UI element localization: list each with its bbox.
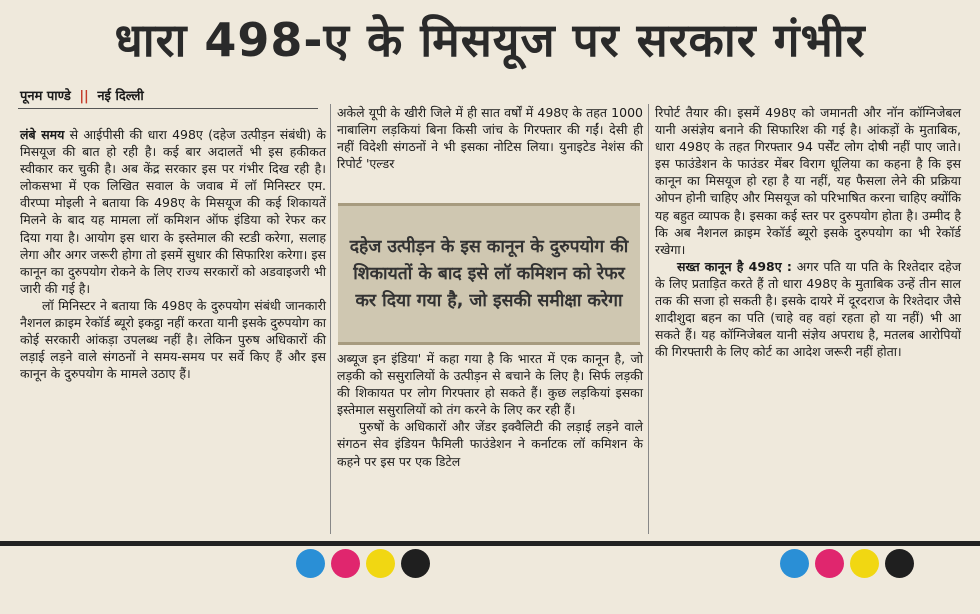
byline-author: पूनम पाण्डे — [20, 89, 71, 104]
column-divider-2 — [648, 104, 649, 534]
column-2-top — [337, 104, 643, 172]
column-3-paragraph-2 — [655, 258, 961, 361]
pull-quote: दहेज उत्पीड़न के इस कानून के दुरुपयोग की शिकायतों के बाद इसे लॉ कमिशन को रेफर कर दिया गया है, जो इसकी समीक्षा करेगा — [338, 203, 640, 345]
bottom-rule — [0, 541, 980, 546]
registration-dot-black — [401, 549, 430, 578]
registration-dot-cyan — [780, 549, 809, 578]
registration-dot-cyan — [296, 549, 325, 578]
registration-dot-black — [885, 549, 914, 578]
byline-rule — [18, 108, 318, 109]
column-1-paragraph-2: लॉ मिनिस्टर ने बताया कि 498ए के दुरुपयोग संबंधी जानकारी नैशनल क्राइम रेकॉर्ड ब्यूरो इकट्ठा नहीं करता यानी इसके दुरुपयोग का कोई सरकारी आंकड़ा उपलब्ध नहीं है। लेकिन पुरुष अधिकारों की लड़ाई लड़ने वाले संगठनों ने समय-समय पर सर्वे किए हैं और इस कानून के दुरुपयोग के मामले उठाए हैं। — [20, 297, 326, 382]
registration-dot-yellow — [850, 549, 879, 578]
headline: धारा 498-ए के मिसयूज पर सरकार गंभीर — [114, 13, 866, 67]
column-2-bottom — [337, 350, 643, 470]
column-2-paragraph-3: पुरुषों के अधिकारों और जेंडर इक्वैलिटी की लड़ाई लड़ने वाले संगठन सेव इंडियन फैमिली फाउंडेशन ने कर्नाटक लॉ कमिशन के कहने पर इस पर एक डिटेल — [337, 419, 643, 469]
column-1 — [20, 126, 326, 382]
column-1-paragraph-1 — [20, 126, 326, 297]
subhead: सख्त कानून है 498ए : — [677, 258, 792, 274]
column-divider-1 — [330, 104, 331, 534]
byline — [20, 86, 144, 104]
registration-dots-left — [296, 549, 430, 578]
column-3-paragraph-1: रिपोर्ट तैयार की। इसमें 498ए को जमानती और नॉन कॉग्निजेबल यानी असंज्ञेय बनाने की सिफारिश की गई है। आंकड़ों के मुताबिक, धारा 498ए के तहत गिरफ्तार 94 पर्सेंट लोग दोषी नहीं पाए जाते। इस फाउंडेशन के फाउंडर मेंबर विराग धूलिया का कहना है कि इस कानून का मिसयूज हो रहा है या नहीं, यह फैसला लेने की प्रक्रिया ओपन होनी चाहिए और मिसयूज को परिभाषित करना चाहिए क्योंकि यह बहुत व्यापक है। इसका कई स्तर पर दुरुपयोग होता है। उम्मीद है कि अब नैशनल क्राइम रेकॉर्ड ब्यूरो इसके दुरुपयोग का भी रेकॉर्ड रखेगा। — [655, 105, 961, 257]
registration-dot-yellow — [366, 549, 395, 578]
column-1-text-1: से आईपीसी की धारा 498ए (दहेज उत्पीड़न संबंधी) के मिसयूज की बात हो रही है। कई बार अदालतें भी इस हकीकत स्वीकार कर चुकी है। अब केंद्र सरकार इस पर गंभीर दिख रही है। लोकसभा में एक लिखित सवाल के जवाब में लॉ मिनिस्टर एम. वीरप्पा मोइली ने बताया कि 498ए के मिसयूज की कई शिकायतें मिलने के बाद यह मामला लॉ कमिशन ऑफ इंडिया को रेफर कर दिया गया है। आयोग इस धारा के इस्तेमाल की स्टडी करेगा, सलाह लेगा और अगर जरूरी होगा तो इसमें सुधार की सिफारिश करेगा। इस कानून का दुरुपयोग रोकने के लिए राज्य सरकारों को अडवाइजरी भी जारी की गई है। — [20, 127, 327, 296]
byline-separator: || — [79, 89, 89, 104]
lead-words: लंबे समय — [20, 127, 65, 142]
column-3-text-2: अगर पति या पति के रिश्तेदार दहेज के लिए प्रताड़ित करते हैं तो धारा 498ए के मुताबिक उन्हें तीन साल तक की सजा हो सकती है। इसके दायरे में दूरदराज के रिश्तेदार जैसे शादीशुदा बहन का पति (चाहे वह वहां रहता हो या नहीं) भी आ सकते हैं। यह कॉग्निजेबल यानी संज्ञेय अपराध है, मतलब आरोपियों की गिरफ्तारी के लिए कोर्ट का आदेश जरूरी नहीं होता। — [655, 258, 962, 360]
registration-dot-magenta — [331, 549, 360, 578]
column-2-paragraph-1: अकेले यूपी के खीरी जिले में ही सात वर्षों में 498ए के तहत 1000 नाबालिग लड़कियां बिना किसी जांच के गिरफ्तार की गईं। देसी ही नहीं विदेशी संगठनों ने भी इसका नोटिस लिया। युनाइटेड नेशंस की रिपोर्ट 'एल्डर — [337, 105, 643, 172]
column-2-paragraph-2: अब्यूज इन इंडिया' में कहा गया है कि भारत में एक कानून है, जो लड़की को ससुरालियों के उत्पीड़न से बचाने के लिए है। सिर्फ लड़की की शिकायत पर लोग गिरफ्तार हो सकते हैं। कुछ लड़कियां इसका इस्तेमाल ससुरालियों को तंग करने के लिए कर रही हैं। — [337, 351, 643, 418]
column-3 — [655, 104, 961, 360]
byline-place: नई दिल्ली — [97, 89, 144, 104]
registration-dot-magenta — [815, 549, 844, 578]
registration-dots-right — [780, 549, 914, 578]
